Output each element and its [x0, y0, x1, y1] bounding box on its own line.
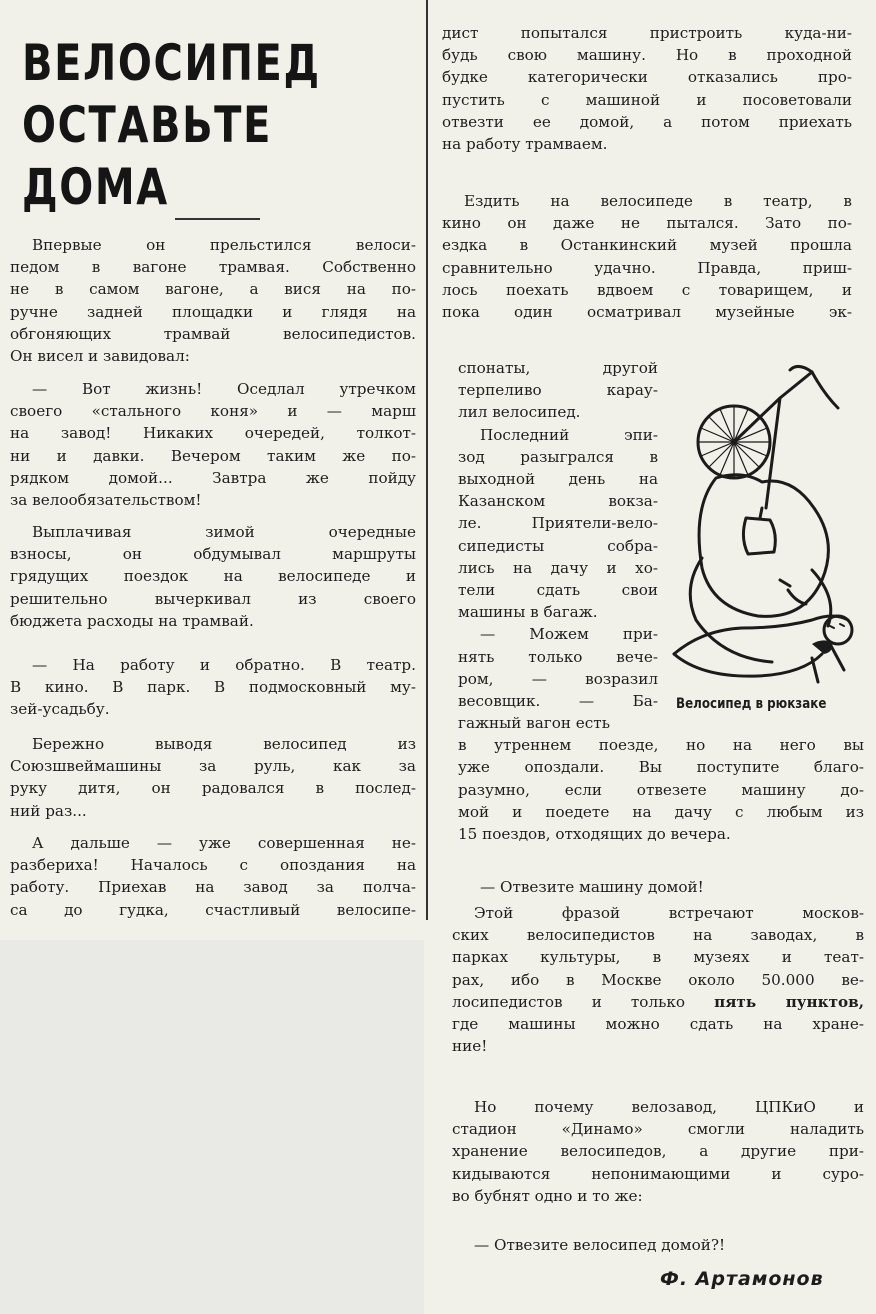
text-line: А дальше — уже совершенная не-: [32, 834, 416, 852]
title-divider: [175, 218, 260, 220]
paragraph-first-ride: [10, 234, 416, 367]
text-line: сипедисты собра-: [458, 536, 658, 555]
text-line: на завод! Никаких очередей, толкот-: [10, 424, 416, 443]
text-line: парках культуры, в музеях и теат-: [452, 948, 864, 967]
text-line: мой и поедете на дачу с любым из: [458, 802, 864, 821]
text-line: нять только вече-: [458, 647, 658, 666]
text-line: Этой фразой встречают москов-: [474, 904, 864, 922]
text-line: взносы, он обдумывал маршруты: [10, 545, 416, 564]
text-line: рядком домой... Завтра же пойду: [10, 468, 416, 487]
text-line: тели сдать свои: [458, 581, 658, 600]
text-line: дист попытался пристроить куда-ни-: [442, 24, 852, 42]
text-line: ни и давки. Вечером таким же по-: [10, 446, 416, 465]
paragraph-confusion: [10, 832, 416, 921]
text-line: лись на дачу и хо-: [458, 558, 658, 577]
text-line: Казанском вокза-: [458, 492, 658, 511]
text-line: пока один осматривал музейные эк-: [442, 303, 852, 322]
headline-line: ОСТАВЬТЕ: [22, 96, 272, 154]
text-line: разумно, если отвезете машину до-: [458, 780, 864, 799]
text-line: [452, 991, 864, 1013]
text-line: руку дитя, он радовался в послед-: [10, 779, 416, 798]
text-line: Но почему велозавод, ЦПКиО и: [474, 1098, 864, 1116]
text-line: обгоняющих трамвай велосипедистов.: [10, 324, 416, 343]
text-line: во бубнят одно и то же:: [452, 1186, 643, 1205]
text-line: 15 поездов, отходящих до вечера.: [458, 825, 731, 844]
rucksack-pocket: [743, 518, 775, 554]
text-line: стадион «Динамо» смогли наладить: [452, 1120, 864, 1139]
text-line: — Можем при-: [480, 625, 658, 644]
paragraph-take-home: [458, 876, 864, 898]
text-line: ром, — возразил: [458, 669, 658, 688]
text-line: бюджета расходы на трамвай.: [10, 611, 254, 630]
text-line: машины в багаж.: [458, 603, 598, 622]
paragraph-baggage: [458, 712, 864, 845]
text-line: ских велосипедистов на заводах, в: [452, 926, 864, 945]
text-line: са до гудка, счастливый велосипе-: [10, 900, 416, 919]
man-head: [824, 616, 852, 644]
text-line: Союзшвеймашины за руль, как за: [10, 757, 416, 776]
pocket-strap: [760, 508, 762, 518]
text-line: уже опоздали. Вы поступите благо-: [458, 758, 864, 777]
author-signature: Ф. Артамонов: [660, 1268, 824, 1290]
man-eyes: [830, 624, 844, 628]
text-line: — Отвезите велосипед домой?!: [474, 1236, 726, 1254]
text-line: ездка в Останкинский музей прошла: [442, 236, 852, 255]
text-line: В кино. В парк. В подмосковный му-: [10, 678, 416, 697]
text-line: отвезти ее домой, а потом приехать: [442, 112, 852, 131]
text-line: ние!: [452, 1037, 488, 1056]
text-line: решительно вычеркивал из своего: [10, 589, 416, 608]
text-line: лил велосипед.: [458, 403, 581, 422]
text-line: гажный вагон есть: [458, 714, 610, 732]
text-line: педом в вагоне трамвая. Собственно: [10, 258, 416, 277]
text-line: ле. Приятели-вело-: [458, 514, 658, 533]
paragraph-museum: [442, 190, 852, 323]
text-line: за велообязательством!: [10, 491, 202, 510]
paragraph-dream-quote: [10, 378, 416, 511]
handlebar: [790, 366, 838, 408]
paragraph-payments: [10, 521, 416, 632]
text-line: зод разыгрался в: [458, 447, 658, 466]
drawing-fills: [812, 640, 832, 654]
text-line: Ездить на велосипеде в театр, в: [464, 192, 852, 210]
text-line: — На работу и обратно. В театр.: [32, 656, 416, 674]
paragraph-checkpoint: [442, 22, 852, 155]
text-line: будь свою машину. Но в проходной: [442, 46, 852, 65]
text-line: — Отвезите машину домой!: [480, 878, 704, 896]
text-line: рах, ибо в Москве около 50.000 ве-: [452, 970, 864, 989]
text-line: ручне задней площадки и глядя на: [10, 302, 416, 321]
text-line: Бережно выводя велосипед из: [32, 735, 416, 753]
text-line: Впервые он прельстился велоси-: [32, 236, 416, 254]
headline-line: ВЕЛОСИПЕД: [22, 34, 321, 92]
man-hand: [780, 580, 806, 604]
text-line: грядущих поездок на велосипеде и: [10, 567, 416, 586]
text-line: не в самом вагоне, а вися на по-: [10, 280, 416, 299]
text-line: сравнительно удачно. Правда, приш-: [442, 258, 852, 277]
text-line: пустить с машиной и посоветовали: [442, 90, 852, 109]
article-headline: [22, 32, 321, 218]
paragraph-question: [452, 1096, 864, 1207]
text-line: кидываются непонимающими и суро-: [452, 1164, 864, 1183]
text-line: зей-усадьбу.: [10, 700, 110, 719]
man-hair: [812, 640, 832, 654]
text-line: — Вот жизнь! Оседлал утречком: [32, 380, 416, 398]
text-line: своего «стального коня» и — марш: [10, 402, 416, 421]
text-line: будке категорически отказались про-: [442, 68, 852, 87]
illustration-caption: Велосипед в рюкзаке: [676, 696, 827, 712]
emphasis-five-points: пять пунктов,: [714, 992, 864, 1011]
bicycle-rucksack-illustration: [662, 358, 866, 688]
paragraph-station: [458, 357, 658, 712]
text-line: Выплачивая зимой очередные: [32, 523, 416, 541]
text-line: на работу трамваем.: [442, 135, 608, 154]
text-line: терпеливо карау-: [458, 381, 658, 400]
text-line: разбериха! Началось с опоздания на: [10, 856, 416, 875]
paragraph-statistics: [452, 902, 864, 1057]
text-fragment: лосипедистов и только: [452, 992, 685, 1011]
text-line: лось поехать вдвоем с товарищем, и: [442, 280, 852, 299]
left-column: [0, 0, 424, 940]
text-line: работу. Приехав на завод за полча-: [10, 878, 416, 897]
paragraph-final-quote: [452, 1234, 822, 1256]
text-line: где машины можно сдать на хране-: [452, 1015, 864, 1034]
text-line: Он висел и завидовал:: [10, 347, 190, 366]
text-line: Последний эпи-: [480, 425, 658, 444]
text-line: весовщик. — Ба-: [458, 692, 658, 711]
column-divider: [426, 0, 428, 920]
drawing-strokes: [674, 366, 852, 682]
text-line: ний раз...: [10, 801, 87, 820]
text-line: выходной день на: [458, 470, 658, 489]
paragraph-routes: [10, 654, 416, 721]
text-line: кино он даже не пытался. Зато по-: [442, 214, 852, 233]
text-line: в утреннем поезде, но на него вы: [458, 736, 864, 755]
text-line: спонаты, другой: [458, 359, 658, 377]
paragraph-purchase: [10, 733, 416, 822]
text-line: хранение велосипедов, а другие при-: [452, 1142, 864, 1161]
headline-line: ДОМА: [22, 158, 169, 216]
rucksack-shape: [699, 475, 828, 617]
